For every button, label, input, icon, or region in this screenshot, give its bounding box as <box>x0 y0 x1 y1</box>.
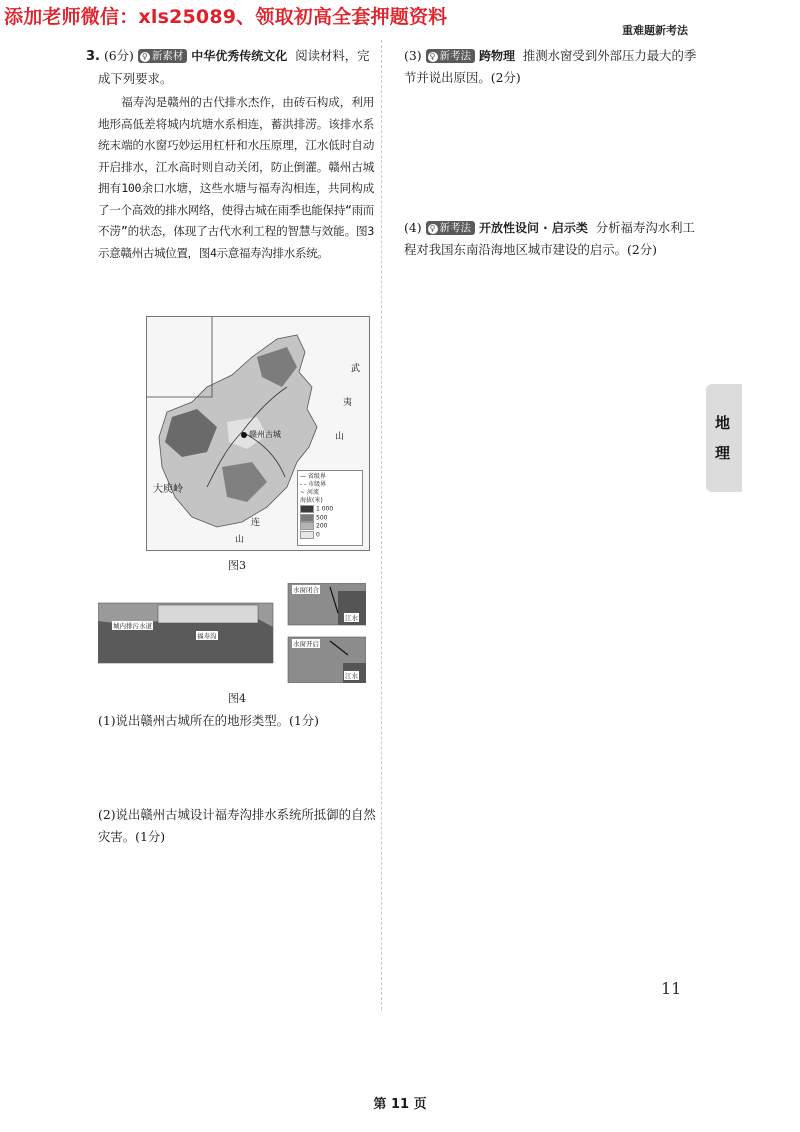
fig4-label-sewer: 城内排污水道 <box>113 622 152 630</box>
fig4-label-river-high: 江水 <box>345 614 358 622</box>
map-label-wu: 武 <box>351 364 361 374</box>
subq3-topic: 跨物理 <box>478 49 515 63</box>
question-points: (6分) <box>103 48 134 63</box>
figure-3-caption: 图3 <box>228 559 246 572</box>
map-label-dayuling: 大庾岭 <box>153 484 183 495</box>
tag-label: 新素材 <box>151 50 184 62</box>
map-label-yi: 夷 <box>343 398 353 408</box>
legend-level-3: 0 <box>300 531 360 540</box>
watermark-text: 添加老师微信：xls25089、领取初高全套押题资料 <box>4 6 448 28</box>
legend-province: — 省级界 <box>300 473 326 480</box>
page-number: 11 <box>661 979 682 998</box>
question-number: 3. <box>86 49 100 64</box>
subquestion-4 <box>404 217 702 261</box>
subq4-topic: 开放性设问 · 启示类 <box>478 221 588 235</box>
tag-new-method-4: ♀ 新考法 <box>426 221 476 235</box>
subject-side-tab <box>706 384 742 492</box>
city-marker <box>241 432 247 438</box>
legend-level-1: 500 <box>300 514 360 523</box>
question-instruction: 阅读材料，完成下列要求。 <box>98 48 370 86</box>
legend-level-2: 200 <box>300 522 360 531</box>
subquestion-1: (1)说出赣州古城所在的地形类型。(1分) <box>98 713 319 728</box>
figure-3-map <box>146 316 370 551</box>
question-header <box>86 45 374 90</box>
map-label-city: 赣州古城 <box>249 430 281 439</box>
legend-level-0: 1 000 <box>300 505 360 514</box>
side-tab-char-2: 理 <box>715 444 731 462</box>
fig4-label-closed: 水窗闭合 <box>293 586 319 594</box>
subq3-text: 推测水窗受到外部压力最大的季节并说出原因。(2分) <box>404 48 697 85</box>
header-title: 重难题新考法 <box>622 24 688 37</box>
question-3 <box>86 45 374 264</box>
fig4-label-river-low: 江水 <box>345 672 358 680</box>
legend-city: - - 市级界 <box>300 481 327 488</box>
tag-new-material <box>138 49 188 63</box>
fig4-label-tunnel: 福寿沟 <box>197 632 217 640</box>
column-divider <box>381 40 382 1010</box>
subq4-text: 分析福寿沟水利工程对我国东南沿海地区城市建设的启示。(2分) <box>404 220 695 257</box>
side-tab-char-1: 地 <box>715 414 731 432</box>
city-wall <box>158 605 258 623</box>
subquestion-2: (2)说出赣州古城设计福寿沟排水系统所抵御的自然灾害。(1分) <box>98 807 376 844</box>
map-legend <box>297 470 363 546</box>
reading-passage: 福寿沟是赣州的古代排水杰作，由砖石构成，利用地形高低差将城内坑塘水系相连，蓄洪排涝。该排水系统末端的水窗巧妙运用杠杆和水压原理，江水低时自动开启排水，江水高时则自动关闭，防止倒灌。赣州古城拥有100余口水塘，这些水塘与福寿沟相连，共同构成了一个高效的排水网络，使得古城在雨季也能保持“雨而不涝”的状态，体现了古代水利工程的智慧与效能。图3示意赣州古城位置，图4示意福寿沟排水系统。 <box>98 95 374 260</box>
map-label-shan-east: 山 <box>335 432 345 442</box>
map-label-lian: 连 <box>251 518 261 528</box>
bulb-icon: ♀ <box>140 52 150 62</box>
subq3-prefix: (3) <box>404 48 422 63</box>
question-topic: 中华优秀传统文化 <box>191 49 288 63</box>
subquestion-3 <box>404 45 702 89</box>
figure-4-caption: 图4 <box>228 692 246 705</box>
fig4-label-open: 水窗开启 <box>293 640 319 648</box>
bulb-icon: ♀ <box>428 224 438 234</box>
subq4-prefix: (4) <box>404 220 422 235</box>
map-label-shan-south: 山 <box>235 535 245 545</box>
tag-new-method-3: ♀ 新考法 <box>426 49 476 63</box>
legend-river: ~ 河流 <box>300 489 319 496</box>
figure-4-diagram <box>98 583 366 683</box>
right-column <box>404 45 702 261</box>
footer-page-label: 第 11 页 <box>373 1097 427 1112</box>
bulb-icon: ♀ <box>428 52 438 62</box>
legend-elevation-title: 海拔(米) <box>300 497 323 504</box>
drainage-graphic <box>98 583 366 683</box>
